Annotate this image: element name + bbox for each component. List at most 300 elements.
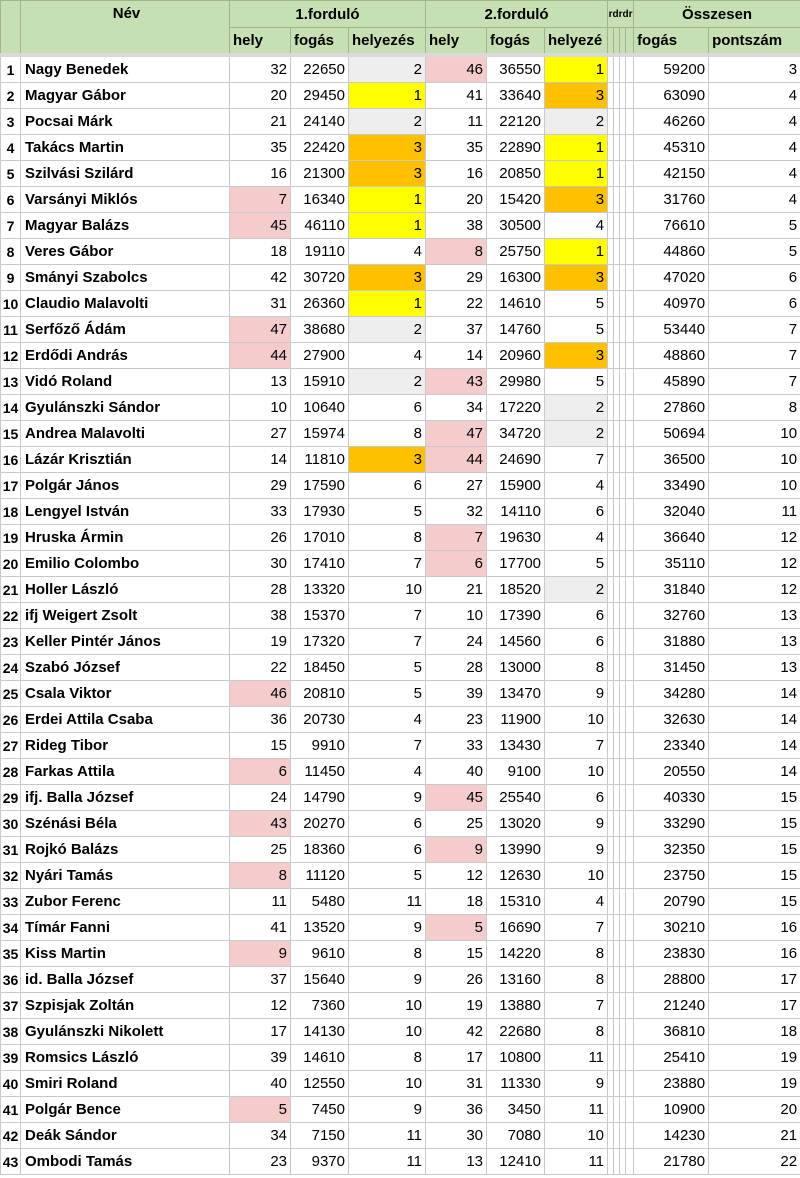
cell-fogas-total[interactable]: 46260 <box>634 109 709 135</box>
row-number[interactable]: 13 <box>1 369 21 395</box>
cell-pontszam[interactable]: 4 <box>709 187 800 213</box>
cell-r2[interactable]: 4 <box>545 889 608 915</box>
row-number[interactable]: 4 <box>1 135 21 161</box>
cell-h2[interactable]: 8 <box>426 239 487 265</box>
cell-h2[interactable]: 19 <box>426 993 487 1019</box>
cell-f2[interactable]: 14560 <box>487 629 545 655</box>
cell-h2[interactable]: 35 <box>426 135 487 161</box>
cell-sep[interactable] <box>626 499 634 525</box>
cell-f1[interactable]: 15974 <box>291 421 349 447</box>
cell-h1[interactable]: 32 <box>230 55 291 83</box>
cell-f1[interactable]: 20810 <box>291 681 349 707</box>
cell-h2[interactable]: 18 <box>426 889 487 915</box>
cell-name[interactable]: Gyulánszki Sándor <box>21 395 230 421</box>
header-fogas1[interactable]: fogás <box>291 28 349 56</box>
cell-pontszam[interactable]: 16 <box>709 941 800 967</box>
row-number[interactable]: 39 <box>1 1045 21 1071</box>
cell-h1[interactable]: 22 <box>230 655 291 681</box>
cell-h1[interactable]: 11 <box>230 889 291 915</box>
cell-r2[interactable]: 5 <box>545 291 608 317</box>
row-number[interactable]: 36 <box>1 967 21 993</box>
cell-fogas-total[interactable]: 76610 <box>634 213 709 239</box>
cell-fogas-total[interactable]: 44860 <box>634 239 709 265</box>
row-number[interactable]: 40 <box>1 1071 21 1097</box>
cell-f2[interactable]: 14610 <box>487 291 545 317</box>
cell-f2[interactable]: 22890 <box>487 135 545 161</box>
header-round1[interactable]: 1.forduló <box>230 1 426 28</box>
cell-h2[interactable]: 7 <box>426 525 487 551</box>
cell-f2[interactable]: 12410 <box>487 1149 545 1175</box>
cell-name[interactable]: Pocsai Márk <box>21 109 230 135</box>
cell-name[interactable]: Veres Gábor <box>21 239 230 265</box>
cell-r1[interactable]: 10 <box>349 1071 426 1097</box>
cell-f1[interactable]: 29450 <box>291 83 349 109</box>
cell-r2[interactable]: 8 <box>545 655 608 681</box>
cell-f2[interactable]: 25540 <box>487 785 545 811</box>
row-number[interactable]: 9 <box>1 265 21 291</box>
cell-fogas-total[interactable]: 28800 <box>634 967 709 993</box>
cell-r2[interactable]: 3 <box>545 187 608 213</box>
cell-f2[interactable]: 22680 <box>487 1019 545 1045</box>
cell-pontszam[interactable]: 16 <box>709 915 800 941</box>
cell-r2[interactable]: 2 <box>545 109 608 135</box>
cell-fogas-total[interactable]: 34280 <box>634 681 709 707</box>
cell-h2[interactable]: 23 <box>426 707 487 733</box>
cell-r1[interactable]: 8 <box>349 421 426 447</box>
cell-f2[interactable]: 16300 <box>487 265 545 291</box>
cell-r2[interactable]: 6 <box>545 499 608 525</box>
cell-fogas-total[interactable]: 21240 <box>634 993 709 1019</box>
cell-f1[interactable]: 11120 <box>291 863 349 889</box>
cell-pontszam[interactable]: 10 <box>709 421 800 447</box>
cell-f1[interactable]: 18360 <box>291 837 349 863</box>
cell-h1[interactable]: 39 <box>230 1045 291 1071</box>
cell-sep[interactable] <box>626 629 634 655</box>
cell-h1[interactable]: 27 <box>230 421 291 447</box>
cell-pontszam[interactable]: 4 <box>709 135 800 161</box>
cell-fogas-total[interactable]: 36500 <box>634 447 709 473</box>
cell-sep[interactable] <box>626 1045 634 1071</box>
cell-r1[interactable]: 1 <box>349 213 426 239</box>
cell-r2[interactable]: 8 <box>545 967 608 993</box>
cell-fogas-total[interactable]: 45890 <box>634 369 709 395</box>
cell-sep[interactable] <box>626 863 634 889</box>
cell-name[interactable]: Lázár Krisztián <box>21 447 230 473</box>
cell-h1[interactable]: 46 <box>230 681 291 707</box>
cell-r2[interactable]: 8 <box>545 1019 608 1045</box>
cell-pontszam[interactable]: 14 <box>709 707 800 733</box>
row-number[interactable]: 21 <box>1 577 21 603</box>
cell-h2[interactable]: 10 <box>426 603 487 629</box>
header-pontszam[interactable]: pontszám <box>709 28 800 56</box>
cell-r1[interactable]: 4 <box>349 707 426 733</box>
cell-name[interactable]: Rideg Tibor <box>21 733 230 759</box>
cell-pontszam[interactable]: 12 <box>709 577 800 603</box>
cell-r2[interactable]: 7 <box>545 915 608 941</box>
cell-h2[interactable]: 31 <box>426 1071 487 1097</box>
cell-r1[interactable]: 2 <box>349 369 426 395</box>
cell-h1[interactable]: 18 <box>230 239 291 265</box>
cell-pontszam[interactable]: 17 <box>709 967 800 993</box>
cell-fogas-total[interactable]: 36810 <box>634 1019 709 1045</box>
cell-fogas-total[interactable]: 42150 <box>634 161 709 187</box>
row-number[interactable]: 22 <box>1 603 21 629</box>
cell-r1[interactable]: 3 <box>349 265 426 291</box>
cell-f2[interactable]: 20850 <box>487 161 545 187</box>
row-number[interactable]: 41 <box>1 1097 21 1123</box>
cell-f2[interactable]: 15900 <box>487 473 545 499</box>
cell-name[interactable]: Szénási Béla <box>21 811 230 837</box>
cell-h1[interactable]: 6 <box>230 759 291 785</box>
cell-h2[interactable]: 32 <box>426 499 487 525</box>
cell-sep[interactable] <box>626 135 634 161</box>
cell-pontszam[interactable]: 22 <box>709 1149 800 1175</box>
row-number[interactable]: 2 <box>1 83 21 109</box>
cell-r2[interactable]: 10 <box>545 707 608 733</box>
cell-h2[interactable]: 39 <box>426 681 487 707</box>
cell-r2[interactable]: 4 <box>545 525 608 551</box>
cell-h2[interactable]: 30 <box>426 1123 487 1149</box>
cell-r2[interactable]: 10 <box>545 863 608 889</box>
header-sep-col[interactable] <box>626 28 634 56</box>
cell-sep[interactable] <box>626 785 634 811</box>
cell-sep[interactable] <box>626 1071 634 1097</box>
cell-name[interactable]: Serfőző Ádám <box>21 317 230 343</box>
cell-sep[interactable] <box>626 889 634 915</box>
cell-f1[interactable]: 14130 <box>291 1019 349 1045</box>
cell-pontszam[interactable]: 10 <box>709 447 800 473</box>
cell-fogas-total[interactable]: 33290 <box>634 811 709 837</box>
cell-sep[interactable] <box>626 759 634 785</box>
cell-name[interactable]: Erdei Attila Csaba <box>21 707 230 733</box>
cell-f1[interactable]: 24140 <box>291 109 349 135</box>
cell-h1[interactable]: 23 <box>230 1149 291 1175</box>
cell-pontszam[interactable]: 4 <box>709 109 800 135</box>
cell-pontszam[interactable]: 6 <box>709 291 800 317</box>
cell-f1[interactable]: 46110 <box>291 213 349 239</box>
cell-f2[interactable]: 17700 <box>487 551 545 577</box>
cell-fogas-total[interactable]: 32350 <box>634 837 709 863</box>
cell-r2[interactable]: 2 <box>545 421 608 447</box>
cell-h1[interactable]: 16 <box>230 161 291 187</box>
cell-h2[interactable]: 13 <box>426 1149 487 1175</box>
cell-f2[interactable]: 14760 <box>487 317 545 343</box>
cell-h2[interactable]: 38 <box>426 213 487 239</box>
cell-name[interactable]: Polgár János <box>21 473 230 499</box>
cell-h1[interactable]: 40 <box>230 1071 291 1097</box>
cell-fogas-total[interactable]: 32040 <box>634 499 709 525</box>
cell-h1[interactable]: 42 <box>230 265 291 291</box>
cell-h1[interactable]: 41 <box>230 915 291 941</box>
cell-r1[interactable]: 7 <box>349 603 426 629</box>
cell-f1[interactable]: 13520 <box>291 915 349 941</box>
cell-f1[interactable]: 15640 <box>291 967 349 993</box>
cell-f1[interactable]: 15910 <box>291 369 349 395</box>
cell-h2[interactable]: 27 <box>426 473 487 499</box>
cell-r2[interactable]: 4 <box>545 213 608 239</box>
cell-name[interactable]: Deák Sándor <box>21 1123 230 1149</box>
cell-h2[interactable]: 14 <box>426 343 487 369</box>
cell-sep[interactable] <box>626 525 634 551</box>
cell-fogas-total[interactable]: 40970 <box>634 291 709 317</box>
cell-h2[interactable]: 46 <box>426 55 487 83</box>
cell-f2[interactable]: 13430 <box>487 733 545 759</box>
cell-h1[interactable]: 17 <box>230 1019 291 1045</box>
cell-pontszam[interactable]: 18 <box>709 1019 800 1045</box>
cell-f1[interactable]: 9610 <box>291 941 349 967</box>
cell-r1[interactable]: 4 <box>349 343 426 369</box>
cell-f2[interactable]: 9100 <box>487 759 545 785</box>
cell-r1[interactable]: 5 <box>349 499 426 525</box>
cell-r1[interactable]: 10 <box>349 993 426 1019</box>
cell-name[interactable]: id. Balla József <box>21 967 230 993</box>
cell-f1[interactable]: 13320 <box>291 577 349 603</box>
cell-r1[interactable]: 2 <box>349 55 426 83</box>
cell-h1[interactable]: 33 <box>230 499 291 525</box>
cell-pontszam[interactable]: 10 <box>709 473 800 499</box>
cell-h2[interactable]: 16 <box>426 161 487 187</box>
cell-sep[interactable] <box>626 993 634 1019</box>
cell-f1[interactable]: 7360 <box>291 993 349 1019</box>
cell-h1[interactable]: 34 <box>230 1123 291 1149</box>
cell-fogas-total[interactable]: 36640 <box>634 525 709 551</box>
cell-fogas-total[interactable]: 31840 <box>634 577 709 603</box>
cell-name[interactable]: Andrea Malavolti <box>21 421 230 447</box>
cell-sep[interactable] <box>626 55 634 83</box>
cell-r1[interactable]: 4 <box>349 239 426 265</box>
cell-sep[interactable] <box>626 941 634 967</box>
cell-sep[interactable] <box>626 109 634 135</box>
cell-r2[interactable]: 2 <box>545 577 608 603</box>
cell-r2[interactable]: 10 <box>545 759 608 785</box>
cell-name[interactable]: Keller Pintér János <box>21 629 230 655</box>
cell-fogas-total[interactable]: 21780 <box>634 1149 709 1175</box>
cell-pontszam[interactable]: 13 <box>709 603 800 629</box>
row-number[interactable]: 24 <box>1 655 21 681</box>
cell-h2[interactable]: 44 <box>426 447 487 473</box>
cell-sep[interactable] <box>626 213 634 239</box>
cell-r1[interactable]: 2 <box>349 109 426 135</box>
cell-pontszam[interactable]: 7 <box>709 343 800 369</box>
cell-f1[interactable]: 30720 <box>291 265 349 291</box>
cell-r1[interactable]: 4 <box>349 759 426 785</box>
cell-pontszam[interactable]: 15 <box>709 785 800 811</box>
cell-f1[interactable]: 15370 <box>291 603 349 629</box>
cell-sep[interactable] <box>626 837 634 863</box>
cell-r2[interactable]: 2 <box>545 395 608 421</box>
cell-r1[interactable]: 3 <box>349 135 426 161</box>
cell-fogas-total[interactable]: 25410 <box>634 1045 709 1071</box>
cell-f1[interactable]: 9910 <box>291 733 349 759</box>
cell-fogas-total[interactable]: 20790 <box>634 889 709 915</box>
cell-name[interactable]: Rojkó Balázs <box>21 837 230 863</box>
row-number[interactable]: 28 <box>1 759 21 785</box>
cell-r2[interactable]: 1 <box>545 55 608 83</box>
cell-r2[interactable]: 7 <box>545 733 608 759</box>
cell-h2[interactable]: 6 <box>426 551 487 577</box>
header-fogas-total[interactable]: fogás <box>634 28 709 56</box>
cell-fogas-total[interactable]: 20550 <box>634 759 709 785</box>
cell-name[interactable]: Takács Martin <box>21 135 230 161</box>
cell-sep[interactable] <box>626 317 634 343</box>
cell-sep[interactable] <box>626 1019 634 1045</box>
cell-h2[interactable]: 40 <box>426 759 487 785</box>
cell-r2[interactable]: 6 <box>545 629 608 655</box>
cell-r1[interactable]: 3 <box>349 161 426 187</box>
cell-f1[interactable]: 14610 <box>291 1045 349 1071</box>
cell-name[interactable]: Tímár Fanni <box>21 915 230 941</box>
cell-f1[interactable]: 20730 <box>291 707 349 733</box>
cell-pontszam[interactable]: 11 <box>709 499 800 525</box>
row-number[interactable]: 43 <box>1 1149 21 1175</box>
header-hely1[interactable]: hely <box>230 28 291 56</box>
cell-h1[interactable]: 26 <box>230 525 291 551</box>
cell-f2[interactable]: 13470 <box>487 681 545 707</box>
cell-r2[interactable]: 3 <box>545 83 608 109</box>
cell-f2[interactable]: 19630 <box>487 525 545 551</box>
cell-f1[interactable]: 9370 <box>291 1149 349 1175</box>
cell-f1[interactable]: 21300 <box>291 161 349 187</box>
cell-pontszam[interactable]: 14 <box>709 759 800 785</box>
cell-fogas-total[interactable]: 10900 <box>634 1097 709 1123</box>
cell-f2[interactable]: 22120 <box>487 109 545 135</box>
cell-r2[interactable]: 6 <box>545 603 608 629</box>
cell-h1[interactable]: 36 <box>230 707 291 733</box>
cell-pontszam[interactable]: 5 <box>709 239 800 265</box>
cell-name[interactable]: Smiri Roland <box>21 1071 230 1097</box>
cell-sep[interactable] <box>626 577 634 603</box>
cell-sep[interactable] <box>626 603 634 629</box>
cell-f1[interactable]: 11810 <box>291 447 349 473</box>
cell-sep[interactable] <box>626 421 634 447</box>
cell-f2[interactable]: 17390 <box>487 603 545 629</box>
cell-r2[interactable]: 1 <box>545 239 608 265</box>
cell-r1[interactable]: 6 <box>349 473 426 499</box>
cell-name[interactable]: ifj Weigert Zsolt <box>21 603 230 629</box>
cell-f2[interactable]: 30500 <box>487 213 545 239</box>
cell-r1[interactable]: 10 <box>349 577 426 603</box>
cell-r1[interactable]: 11 <box>349 1123 426 1149</box>
cell-r1[interactable]: 7 <box>349 733 426 759</box>
header-hely2[interactable]: hely <box>426 28 487 56</box>
cell-name[interactable]: Csala Viktor <box>21 681 230 707</box>
cell-sep[interactable] <box>626 369 634 395</box>
cell-h2[interactable]: 9 <box>426 837 487 863</box>
cell-sep[interactable] <box>626 239 634 265</box>
cell-h1[interactable]: 44 <box>230 343 291 369</box>
cell-fogas-total[interactable]: 31880 <box>634 629 709 655</box>
cell-h1[interactable]: 35 <box>230 135 291 161</box>
cell-f1[interactable]: 17930 <box>291 499 349 525</box>
cell-h1[interactable]: 43 <box>230 811 291 837</box>
cell-sep[interactable] <box>626 473 634 499</box>
cell-r1[interactable]: 11 <box>349 1149 426 1175</box>
cell-fogas-total[interactable]: 35110 <box>634 551 709 577</box>
cell-h2[interactable]: 22 <box>426 291 487 317</box>
cell-r1[interactable]: 9 <box>349 967 426 993</box>
cell-h2[interactable]: 42 <box>426 1019 487 1045</box>
cell-f2[interactable]: 33640 <box>487 83 545 109</box>
cell-r1[interactable]: 7 <box>349 551 426 577</box>
row-number[interactable]: 27 <box>1 733 21 759</box>
cell-sep[interactable] <box>626 161 634 187</box>
cell-pontszam[interactable]: 7 <box>709 317 800 343</box>
cell-h1[interactable]: 37 <box>230 967 291 993</box>
cell-h2[interactable]: 47 <box>426 421 487 447</box>
cell-name[interactable]: Emilio Colombo <box>21 551 230 577</box>
cell-pontszam[interactable]: 21 <box>709 1123 800 1149</box>
cell-name[interactable]: Zubor Ferenc <box>21 889 230 915</box>
cell-r1[interactable]: 7 <box>349 629 426 655</box>
row-number[interactable]: 30 <box>1 811 21 837</box>
cell-r2[interactable]: 1 <box>545 135 608 161</box>
cell-h2[interactable]: 20 <box>426 187 487 213</box>
cell-sep[interactable] <box>626 681 634 707</box>
cell-sep[interactable] <box>626 811 634 837</box>
cell-name[interactable]: Nagy Benedek <box>21 55 230 83</box>
cell-r1[interactable]: 6 <box>349 811 426 837</box>
cell-h2[interactable]: 25 <box>426 811 487 837</box>
cell-pontszam[interactable]: 4 <box>709 161 800 187</box>
cell-f2[interactable]: 10800 <box>487 1045 545 1071</box>
cell-name[interactable]: Romsics László <box>21 1045 230 1071</box>
cell-pontszam[interactable]: 19 <box>709 1071 800 1097</box>
cell-f1[interactable]: 16340 <box>291 187 349 213</box>
cell-f2[interactable]: 18520 <box>487 577 545 603</box>
cell-f2[interactable]: 17220 <box>487 395 545 421</box>
row-number[interactable]: 42 <box>1 1123 21 1149</box>
row-number[interactable]: 25 <box>1 681 21 707</box>
cell-r2[interactable]: 11 <box>545 1097 608 1123</box>
cell-pontszam[interactable]: 4 <box>709 83 800 109</box>
cell-r2[interactable]: 7 <box>545 447 608 473</box>
cell-pontszam[interactable]: 14 <box>709 733 800 759</box>
cell-r1[interactable]: 8 <box>349 941 426 967</box>
cell-f1[interactable]: 38680 <box>291 317 349 343</box>
cell-fogas-total[interactable]: 40330 <box>634 785 709 811</box>
cell-pontszam[interactable]: 20 <box>709 1097 800 1123</box>
cell-f2[interactable]: 13020 <box>487 811 545 837</box>
row-number[interactable]: 18 <box>1 499 21 525</box>
row-number[interactable]: 26 <box>1 707 21 733</box>
cell-name[interactable]: Ombodi Tamás <box>21 1149 230 1175</box>
cell-f2[interactable]: 36550 <box>487 55 545 83</box>
cell-pontszam[interactable]: 15 <box>709 811 800 837</box>
cell-name[interactable]: Lengyel István <box>21 499 230 525</box>
row-number[interactable]: 32 <box>1 863 21 889</box>
cell-fogas-total[interactable]: 23750 <box>634 863 709 889</box>
cell-f2[interactable]: 24690 <box>487 447 545 473</box>
cell-pontszam[interactable]: 17 <box>709 993 800 1019</box>
cell-pontszam[interactable]: 3 <box>709 55 800 83</box>
cell-r2[interactable]: 11 <box>545 1149 608 1175</box>
cell-pontszam[interactable]: 13 <box>709 629 800 655</box>
row-number[interactable]: 38 <box>1 1019 21 1045</box>
cell-fogas-total[interactable]: 63090 <box>634 83 709 109</box>
row-number[interactable]: 7 <box>1 213 21 239</box>
cell-h1[interactable]: 21 <box>230 109 291 135</box>
cell-r2[interactable]: 9 <box>545 681 608 707</box>
cell-name[interactable]: Erdődi András <box>21 343 230 369</box>
cell-r1[interactable]: 3 <box>349 447 426 473</box>
cell-r1[interactable]: 1 <box>349 83 426 109</box>
cell-r1[interactable]: 8 <box>349 525 426 551</box>
row-number[interactable]: 23 <box>1 629 21 655</box>
cell-r2[interactable]: 5 <box>545 369 608 395</box>
cell-pontszam[interactable]: 8 <box>709 395 800 421</box>
cell-h1[interactable]: 8 <box>230 863 291 889</box>
cell-fogas-total[interactable]: 45310 <box>634 135 709 161</box>
